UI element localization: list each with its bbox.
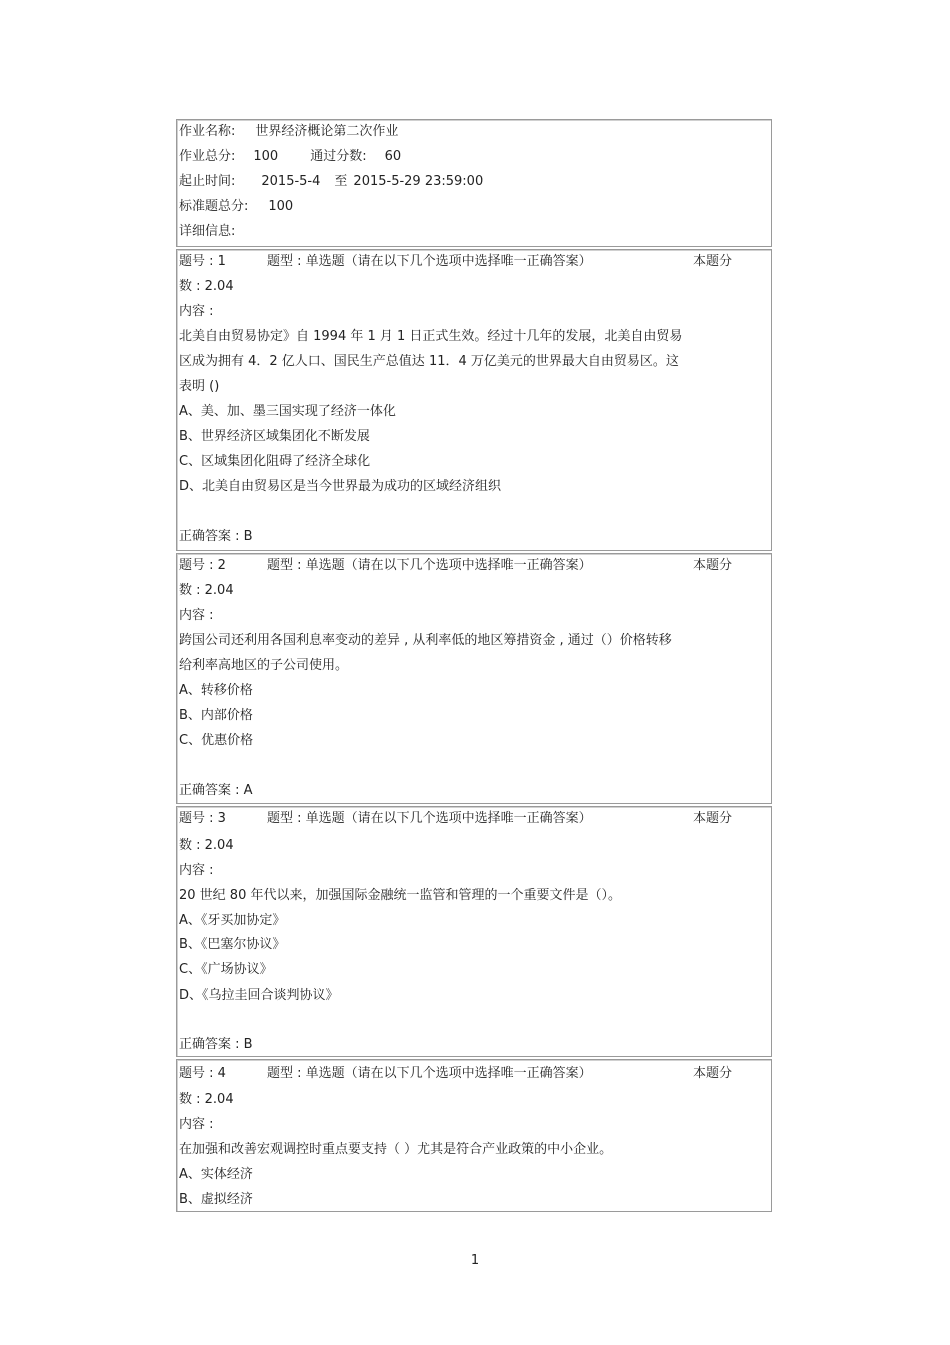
option-c: C、优惠价格: [179, 733, 254, 748]
standard-score-row: [179, 199, 293, 215]
question-number: 题号 : 2: [179, 558, 226, 573]
correct-answer: 正确答案 : B: [179, 1037, 253, 1052]
pass-score-label: 通过分数:: [310, 149, 367, 164]
content-label: 内容 :: [179, 304, 214, 319]
question-header: [179, 1066, 769, 1082]
option-b: B、《巴塞尔协议》: [179, 937, 286, 952]
content-label: 内容 :: [179, 863, 214, 878]
option-a: A、美、加、墨三国实现了经济一体化: [179, 404, 396, 419]
question-header: [179, 558, 769, 574]
question-text-line: 北美自由贸易协定》自 1994 年 1 月 1 日正式生效。经过十几年的发展，北美自由贸易: [179, 329, 683, 344]
assignment-total-row: [179, 149, 401, 165]
question-text-line: 在加强和改善宏观调控时重点要支持（ ）尤其是符合产业政策的中小企业。: [179, 1142, 613, 1157]
question-type: 题型 : 单选题（请在以下几个选项中选择唯一正确答案）: [267, 1066, 592, 1081]
option-d: D、《乌拉圭回合谈判协议》: [179, 988, 339, 1003]
detail-label: 详细信息:: [179, 224, 236, 239]
question-header: [179, 811, 769, 827]
option-b: B、内部价格: [179, 708, 253, 723]
correct-answer: 正确答案 : A: [179, 783, 253, 798]
question-type: 题型 : 单选题（请在以下几个选项中选择唯一正确答案）: [267, 811, 592, 826]
time-start: 2015-5-4: [261, 174, 321, 189]
question-score: 数 : 2.04: [179, 279, 234, 294]
option-b: B、世界经济区域集团化不断发展: [179, 429, 370, 444]
time-range-label: 起止时间:: [179, 174, 236, 189]
question-score: 数 : 2.04: [179, 583, 234, 598]
question-text-line: 给利率高地区的子公司使用。: [179, 658, 349, 673]
question-number: 题号 : 3: [179, 811, 226, 826]
option-a: A、《牙买加协定》: [179, 913, 286, 928]
standard-score-label: 标准题总分:: [179, 199, 249, 214]
option-c: C、区域集团化阻碍了经济全球化: [179, 454, 371, 469]
total-score-label: 作业总分:: [179, 149, 236, 164]
option-c: C、《广场协议》: [179, 962, 273, 977]
question-text-line: 表明 (): [179, 379, 220, 394]
option-b: B、虚拟经济: [179, 1192, 253, 1207]
time-end: 2015-5-29 23:59:00: [353, 174, 484, 189]
question-text-line: 区成为拥有 4．2 亿人口、国民生产总值达 11．4 万亿美元的世界最大自由贸易区。这: [179, 354, 679, 369]
option-a: A、转移价格: [179, 683, 253, 698]
assignment-name-row: [179, 124, 398, 140]
question-block: [176, 806, 772, 1057]
content-label: 内容 :: [179, 1117, 214, 1132]
pass-score-value: 60: [384, 149, 402, 164]
question-type: 题型 : 单选题（请在以下几个选项中选择唯一正确答案）: [267, 254, 592, 269]
question-score: 数 : 2.04: [179, 838, 234, 853]
question-text-line: 20 世纪 80 年代以来，加强国际金融统一监管和管理的一个重要文件是（）。: [179, 888, 621, 903]
question-block: [176, 249, 772, 551]
correct-answer: 正确答案 : B: [179, 529, 253, 544]
question-type: 题型 : 单选题（请在以下几个选项中选择唯一正确答案）: [267, 558, 592, 573]
question-score-label: 本题分: [693, 558, 733, 573]
question-number: 题号 : 4: [179, 1066, 226, 1081]
question-score-label: 本题分: [693, 811, 733, 826]
option-a: A、实体经济: [179, 1167, 253, 1182]
assignment-name-label: 作业名称:: [179, 124, 236, 139]
question-score-label: 本题分: [693, 1066, 733, 1081]
assignment-info-box: [176, 119, 772, 247]
question-block: [176, 553, 772, 804]
time-range-row: [179, 174, 483, 190]
time-separator: 至: [334, 174, 348, 189]
page-number: 1: [470, 1253, 480, 1268]
question-score-label: 本题分: [693, 254, 733, 269]
question-text-line: 跨国公司还利用各国利息率变动的差异 , 从利率低的地区筹措资金 , 通过（）价格转移: [179, 633, 672, 648]
question-block: [176, 1059, 772, 1212]
question-score: 数 : 2.04: [179, 1092, 234, 1107]
question-header: [179, 254, 769, 270]
assignment-name-value: 世界经济概论第二次作业: [255, 124, 399, 139]
total-score-value: 100: [253, 149, 279, 164]
question-number: 题号 : 1: [179, 254, 226, 269]
option-d: D、北美自由贸易区是当今世界最为成功的区域经济组织: [179, 479, 502, 494]
standard-score-value: 100: [268, 199, 294, 214]
content-label: 内容 :: [179, 608, 214, 623]
